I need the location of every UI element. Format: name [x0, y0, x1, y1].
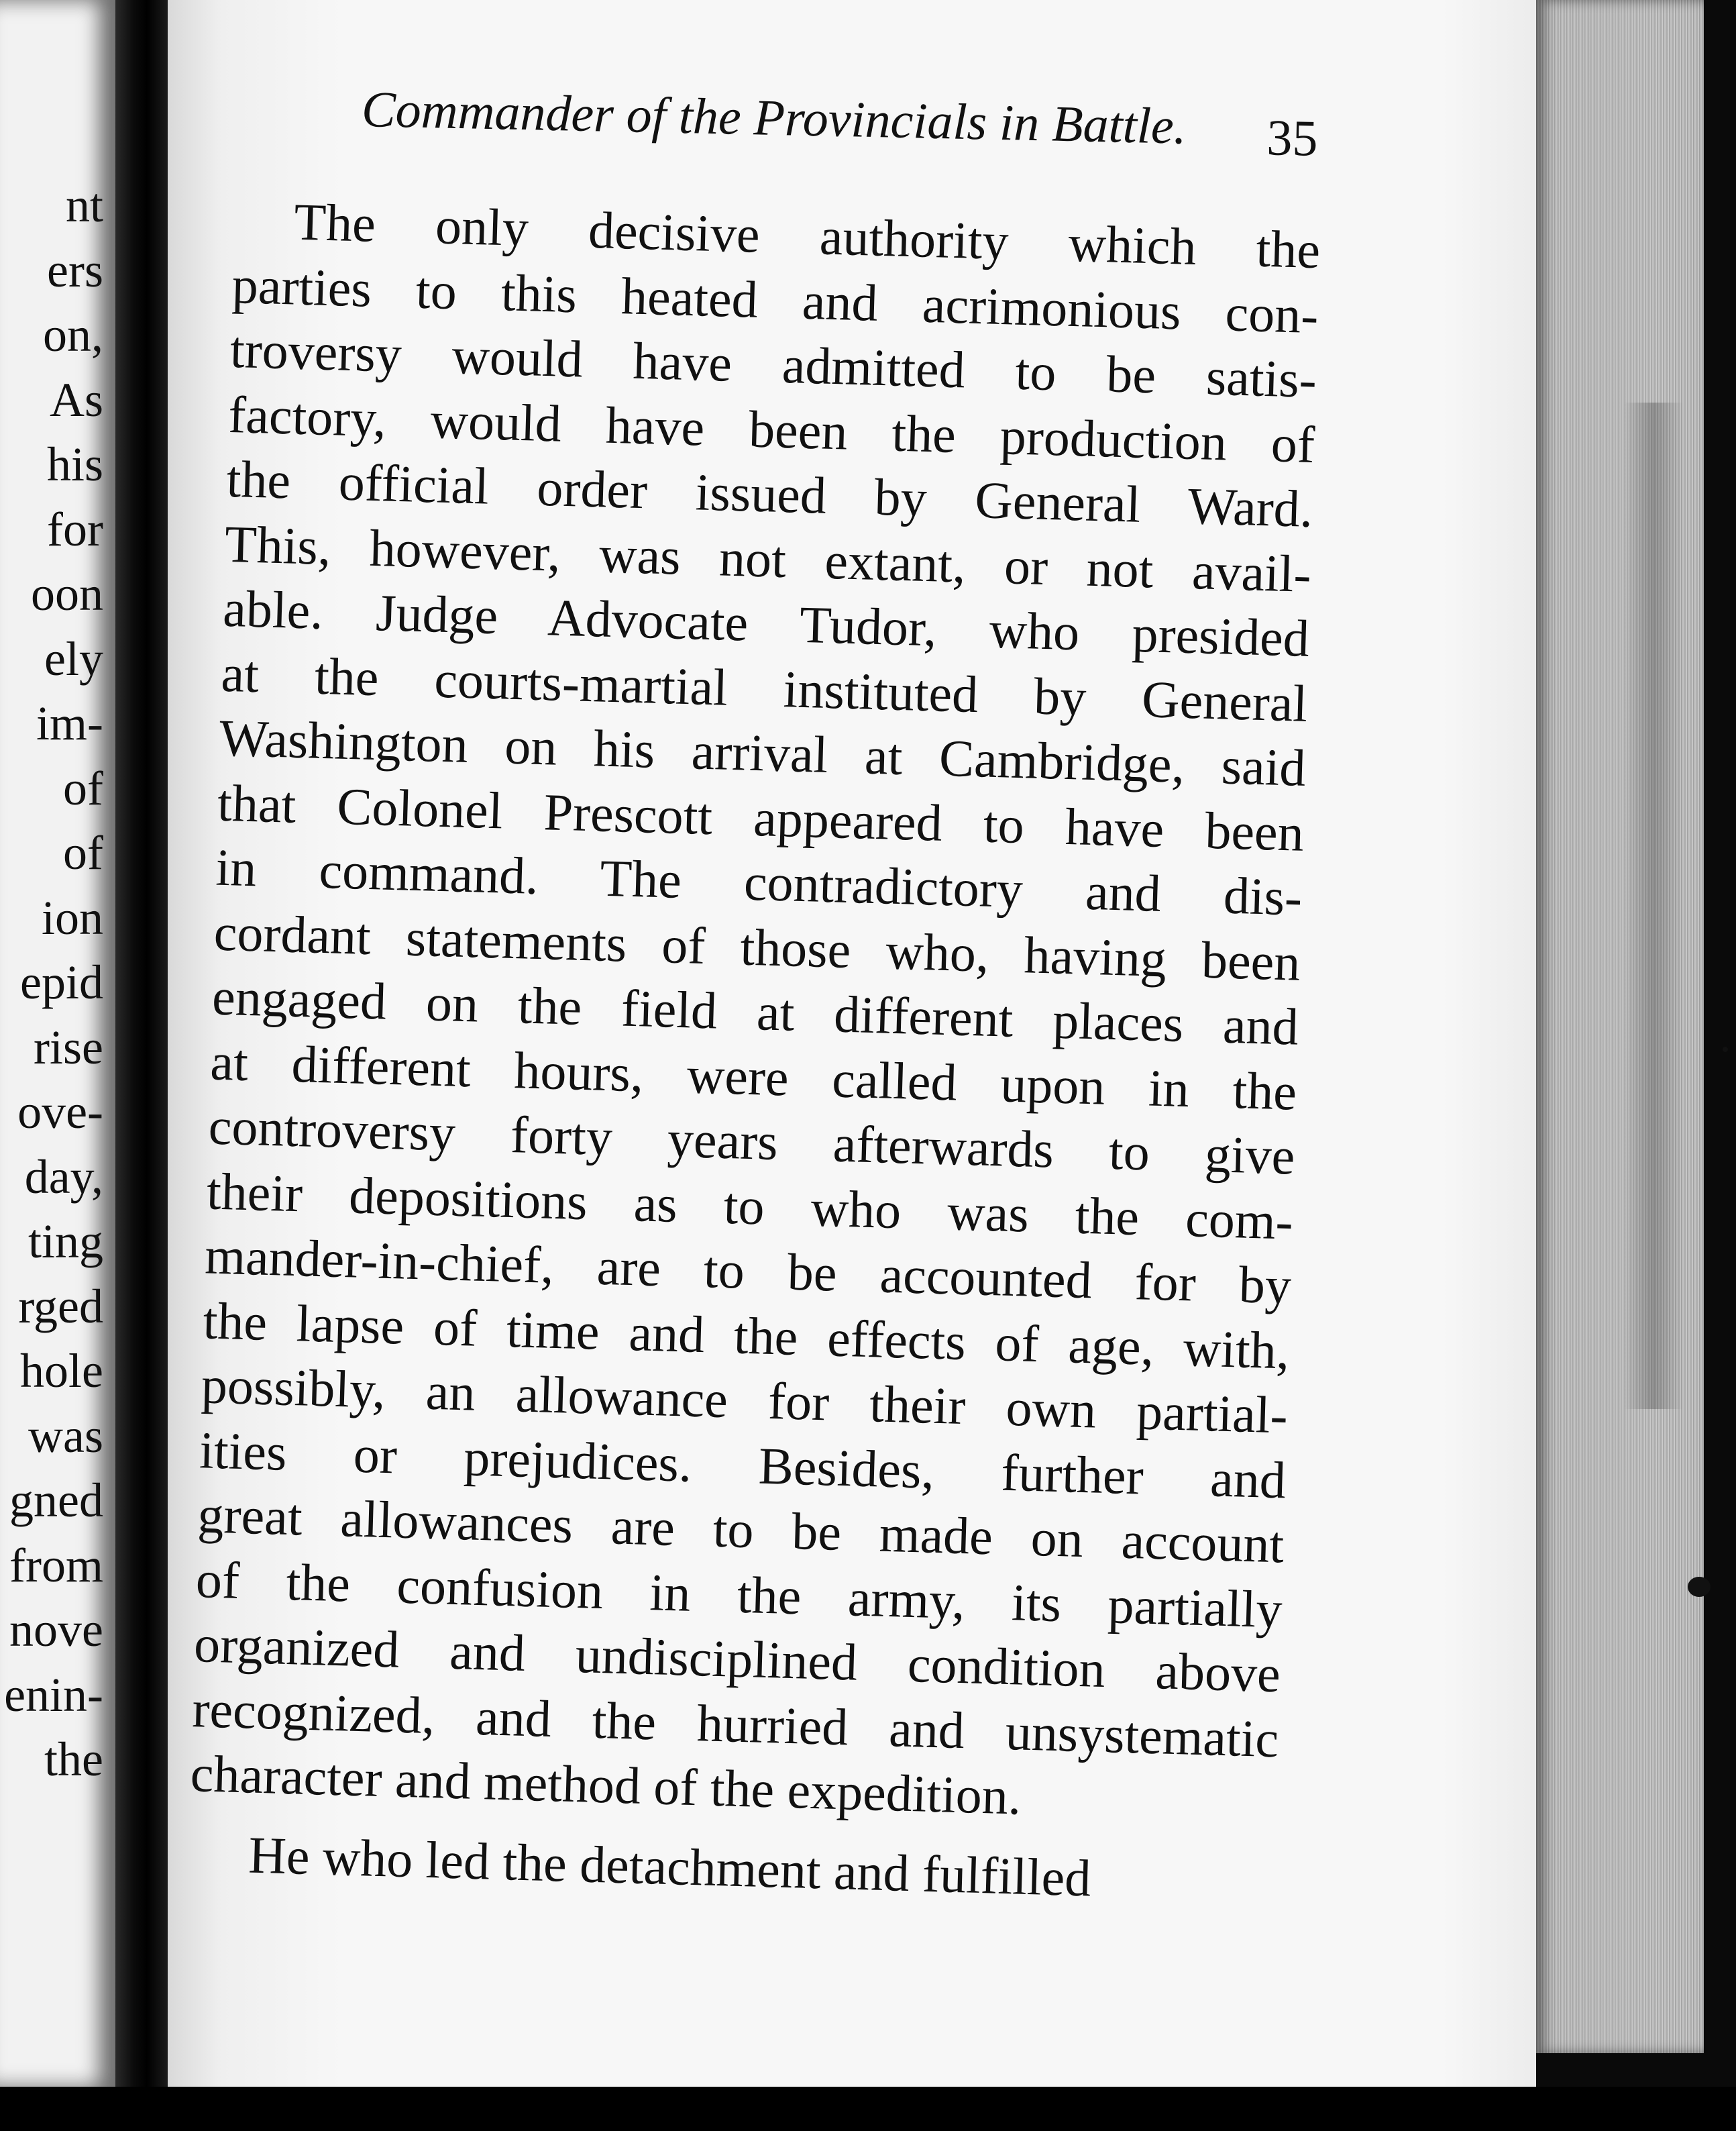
text-line: mander-in-chief, are to be accounted for by: [204, 1226, 1293, 1315]
text-line: possibly, an allowance for their own partial-: [200, 1355, 1289, 1445]
page-number: 35: [1266, 109, 1319, 167]
text-line: He who led the detachment and fulfilled: [248, 1825, 1092, 1908]
dust-speck: [1688, 1577, 1711, 1597]
facing-page-line-end: his: [46, 437, 103, 491]
text-line: engaged on the field at different places and: [211, 967, 1299, 1056]
facing-page-line-end: ers: [47, 243, 103, 297]
text-line: ities or prejudices. Besides, further and: [199, 1420, 1287, 1509]
text-line: recognized, and the hurried and unsystematic: [191, 1679, 1280, 1768]
facing-page-line-end: from: [9, 1538, 103, 1592]
facing-page-line-ends: [0, 0, 115, 2087]
text-line: character and method of the expedition.: [189, 1744, 1022, 1826]
facing-page-line-end: ting: [28, 1214, 103, 1268]
text-line: of the confusion in the army, its partially: [195, 1549, 1283, 1639]
text-line: This, however, was not extant, or not avail-: [223, 514, 1312, 603]
facing-page-line-end: nt: [65, 178, 103, 232]
text-line: the lapse of time and the effects of age, with,: [202, 1290, 1291, 1380]
text-line: their depositions as to who was the com-: [206, 1161, 1294, 1251]
dust-speck: [1723, 1047, 1728, 1052]
text-line: in command. The contradictory and dis-: [215, 837, 1303, 927]
scan-bottom-edge: [0, 2087, 1736, 2131]
book-gutter: [115, 0, 168, 2131]
text-line: factory, would have been the production of: [227, 384, 1316, 474]
facing-page-fragment: [0, 0, 115, 2087]
facing-page-line-end: enin-: [4, 1667, 103, 1722]
facing-page-line-end: rged: [18, 1279, 103, 1333]
text-line: controversy forty years afterwards to give: [207, 1096, 1296, 1186]
facing-page-line-end: ion: [41, 890, 103, 945]
text-line: at the courts-martial instituted by General: [220, 643, 1309, 733]
body-text: [187, 188, 1321, 1916]
facing-page-line-end: of: [63, 761, 103, 815]
text-line: great allowances are to be made on account: [197, 1485, 1285, 1574]
facing-page-line-end: rise: [34, 1020, 103, 1074]
facing-page-line-end: of: [63, 826, 103, 880]
text-line: the official order issued by General Ward.: [225, 449, 1314, 539]
text-line: The only decisive authority which the: [293, 192, 1321, 280]
facing-page-line-end: the: [44, 1732, 103, 1786]
text-line: troversy would have admitted to be satis-: [229, 319, 1317, 409]
facing-page-line-end: hole: [20, 1344, 103, 1398]
text-line: parties to this heated and acrimonious con-: [231, 255, 1319, 344]
facing-page-line-end: nove: [9, 1603, 103, 1657]
facing-page-line-end: gned: [9, 1473, 103, 1527]
facing-page-line-end: for: [47, 502, 103, 556]
facing-page-line-end: oon: [31, 567, 103, 621]
facing-page-line-end: day,: [24, 1149, 103, 1204]
facing-page-line-end: epid: [20, 955, 103, 1009]
facing-page-line-end: As: [49, 372, 103, 427]
text-line: Washington on his arrival at Cambridge, said: [218, 708, 1307, 797]
page-edge-shadow: [1623, 403, 1684, 1409]
running-head-title: Commander of the Provincials in Battle.: [361, 81, 1187, 155]
facing-page-line-end: ove-: [17, 1085, 103, 1139]
text-line: organized and undisciplined condition above: [193, 1614, 1281, 1704]
facing-page-line-end: was: [28, 1408, 103, 1463]
text-line: that Colonel Prescott appeared to have been: [217, 773, 1305, 862]
facing-page-line-end: on,: [43, 308, 103, 362]
facing-page-line-end: ely: [44, 631, 103, 686]
text-line: able. Judge Advocate Tudor, who presided: [222, 578, 1311, 668]
text-line: cordant statements of those who, having been: [213, 902, 1301, 992]
text-line: at different hours, were called upon in the: [209, 1032, 1298, 1121]
facing-page-line-end: im-: [36, 696, 103, 750]
